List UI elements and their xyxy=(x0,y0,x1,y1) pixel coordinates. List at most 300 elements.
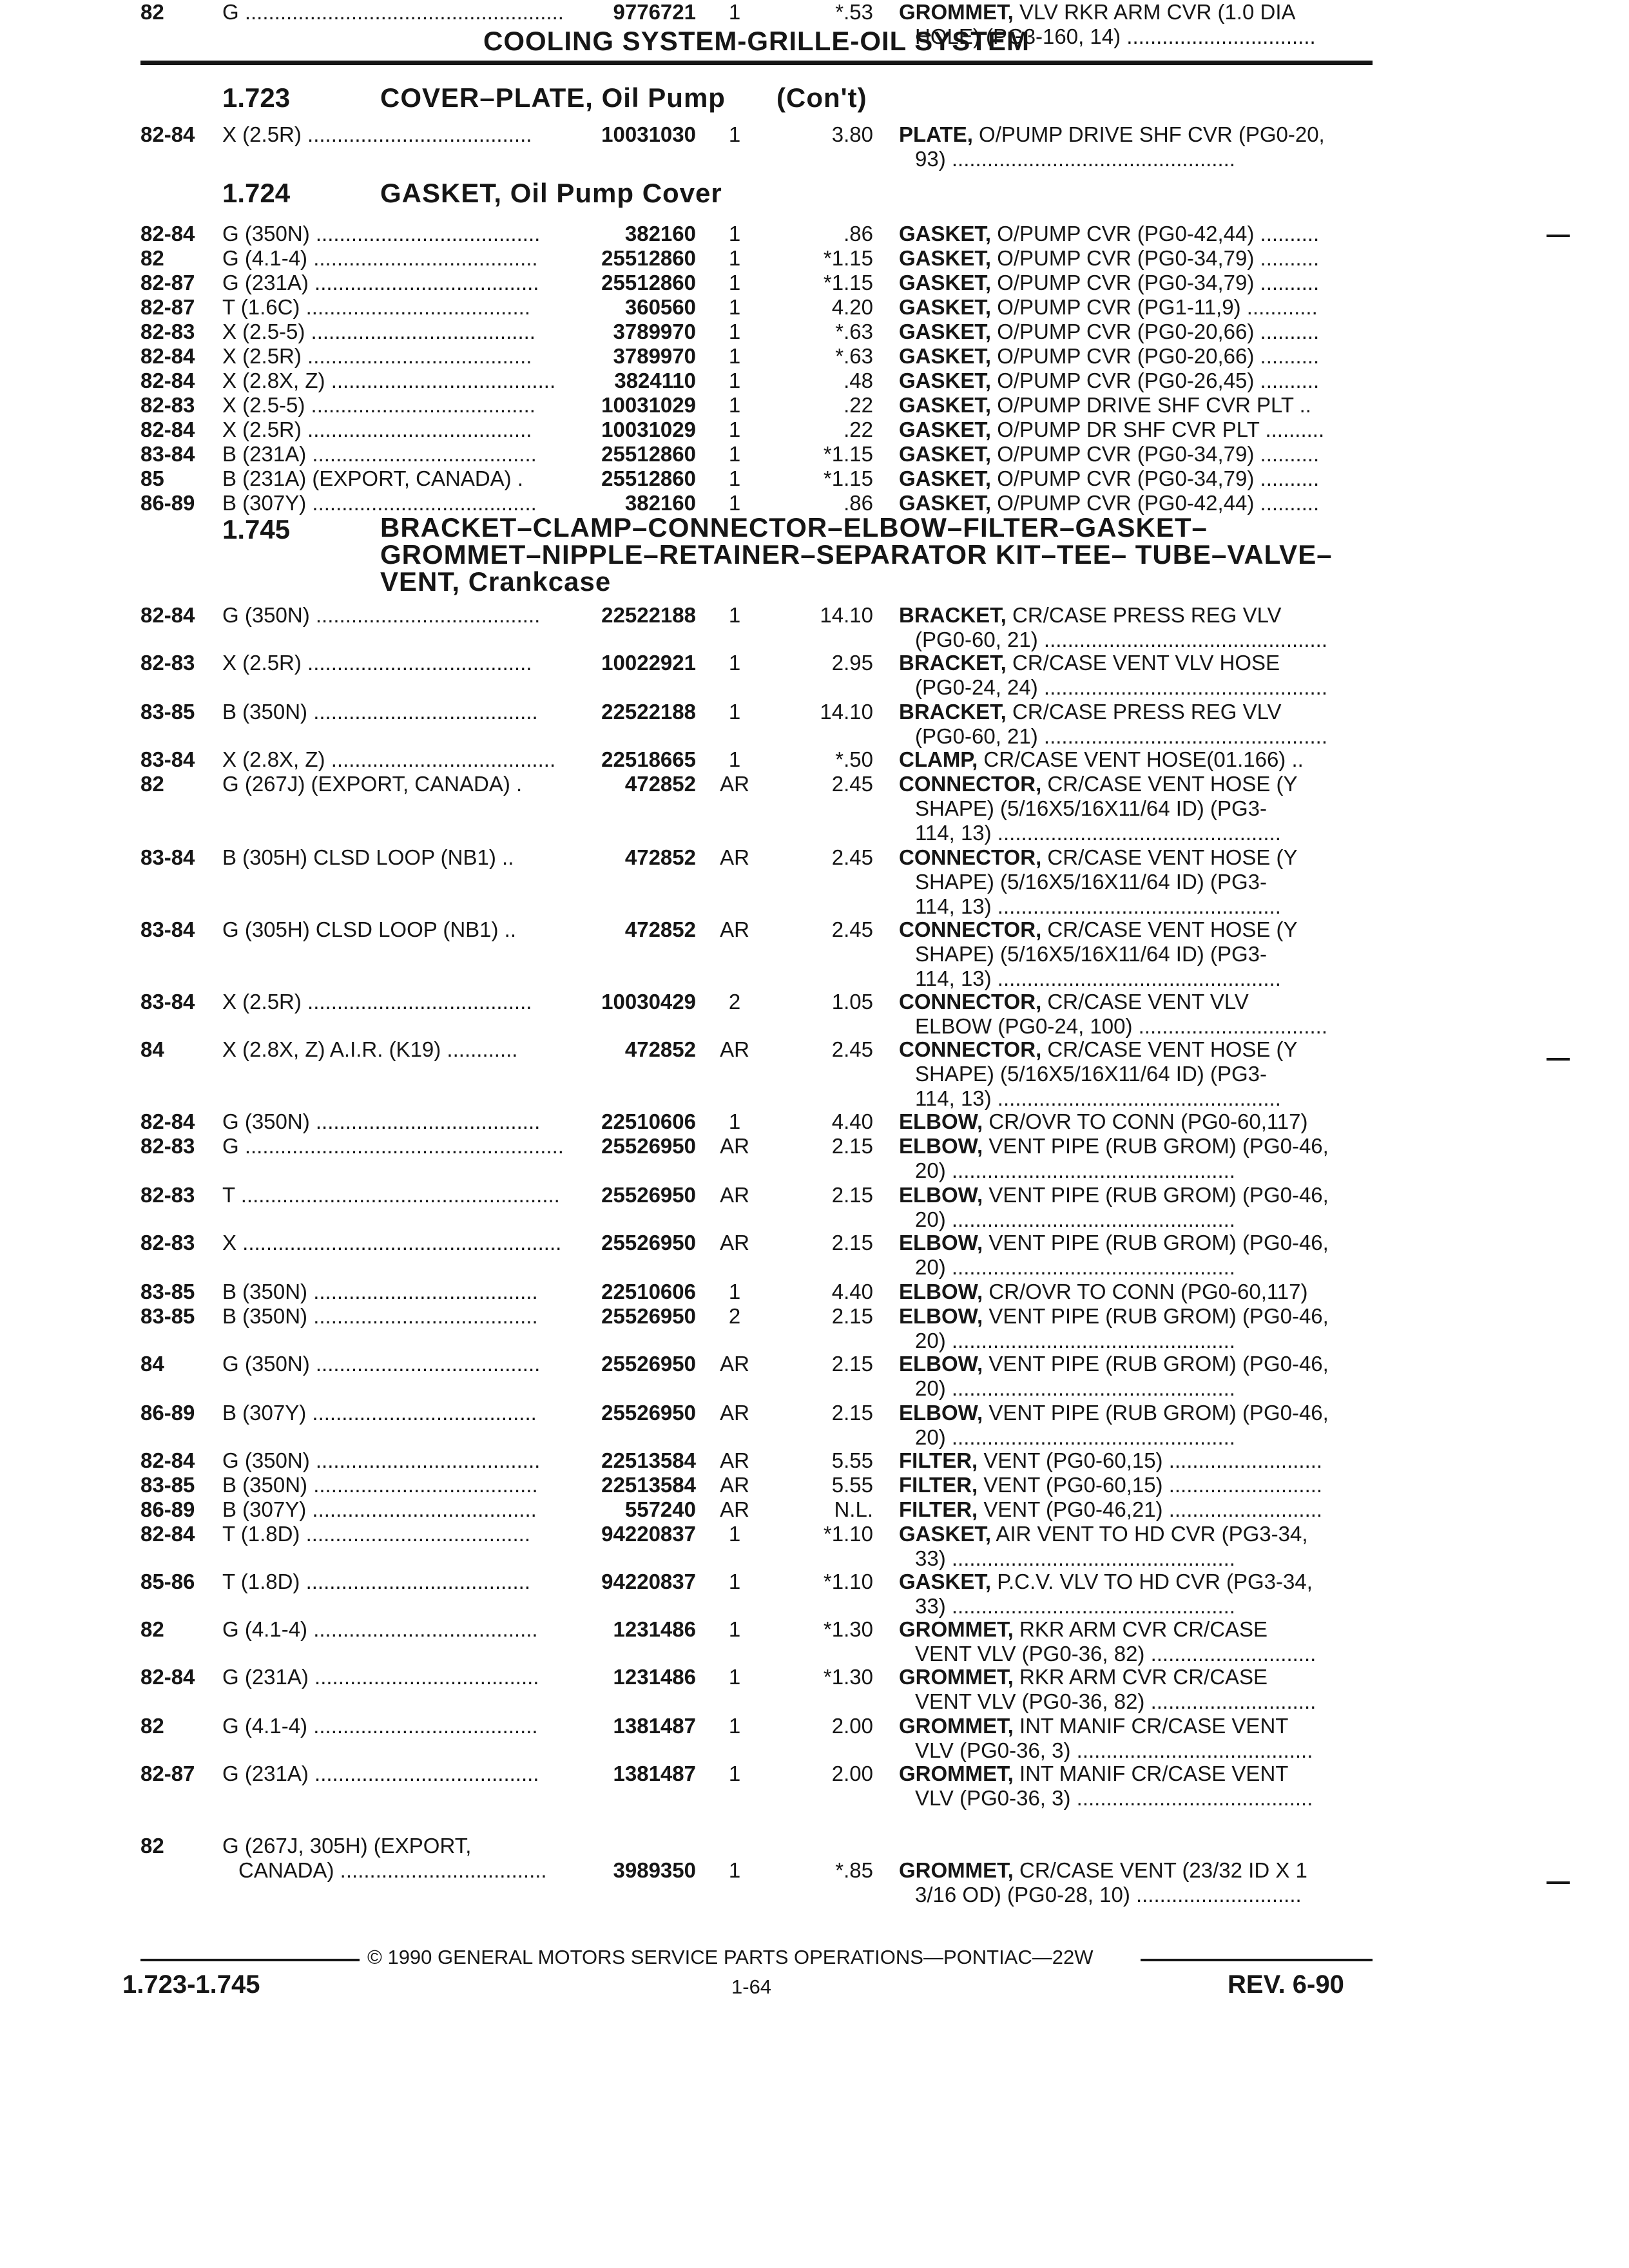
quantity: 1 xyxy=(728,491,741,515)
part-name: GASKET, xyxy=(899,222,992,245)
price: 14.10 xyxy=(820,603,873,627)
model-years: 82-87 xyxy=(140,1762,195,1785)
part-description-text: CR/CASE VENT HOSE(01.166) .. xyxy=(978,747,1304,771)
part-description-text: INT MANIF CR/CASE VENT xyxy=(1013,1714,1289,1738)
part-description-text: O/PUMP CVR (PG1-11,9) ............ xyxy=(991,295,1318,319)
price: *.85 xyxy=(835,1858,873,1882)
part-name: GROMMET, xyxy=(899,1858,1014,1882)
part-description xyxy=(899,1110,1363,1134)
price: .86 xyxy=(843,222,873,245)
part-number: 360560 xyxy=(624,295,696,319)
quantity: 1 xyxy=(728,320,741,343)
model-years: 84 xyxy=(140,1352,164,1376)
part-number: 472852 xyxy=(624,772,696,796)
price: .22 xyxy=(843,393,873,417)
part-number: 3789970 xyxy=(613,320,696,343)
application: B (350N) ...................................... xyxy=(222,1280,538,1303)
quantity: AR xyxy=(720,1183,749,1207)
part-number: 10031030 xyxy=(601,122,696,146)
application: B (307Y) ...................................... xyxy=(222,1497,537,1521)
quantity: 1 xyxy=(728,222,741,245)
model-years: 82-84 xyxy=(140,369,195,392)
part-description xyxy=(899,651,1363,675)
part-description-text: CR/CASE PRESS REG VLV xyxy=(1006,700,1282,724)
quantity: 1 xyxy=(728,700,741,724)
part-description-text: VENT PIPE (RUB GROM) (PG0-46, xyxy=(983,1352,1329,1376)
footer-rule-left xyxy=(140,1959,360,1961)
part-number: 22522188 xyxy=(601,603,696,627)
price: 2.45 xyxy=(831,845,873,869)
application: B (305H) CLSD LOOP (NB1) .. xyxy=(222,845,514,869)
application: G (350N) ...................................... xyxy=(222,1110,541,1133)
part-number: 9776721 xyxy=(613,0,696,24)
application: G (350N) ...................................... xyxy=(222,1352,541,1376)
quantity: AR xyxy=(720,1134,749,1158)
part-name: BRACKET, xyxy=(899,651,1007,675)
quantity: 1 xyxy=(728,1762,741,1785)
part-name: ELBOW, xyxy=(899,1110,983,1133)
application-continued: CANADA) ................................... xyxy=(238,1858,547,1882)
section-number: 1.745 xyxy=(222,514,291,544)
part-name: GROMMET, xyxy=(899,0,1014,24)
price: *.63 xyxy=(835,344,873,368)
part-description-continued: VENT VLV (PG0-36, 82) ............................ xyxy=(915,1689,1316,1713)
price: 2.00 xyxy=(831,1714,873,1738)
part-description-continued: SHAPE) (5/16X5/16X11/64 ID) (PG3- xyxy=(915,870,1267,894)
model-years: 83-85 xyxy=(140,1280,195,1303)
price: 2.95 xyxy=(831,651,873,675)
model-years: 83-84 xyxy=(140,845,195,869)
part-description xyxy=(899,1473,1363,1497)
quantity: 1 xyxy=(728,295,741,319)
part-description xyxy=(899,1231,1363,1255)
quantity: 1 xyxy=(728,1280,741,1303)
price: 2.45 xyxy=(831,1037,873,1061)
part-description xyxy=(899,1570,1363,1594)
part-description xyxy=(899,491,1363,515)
part-description-text: VENT PIPE (RUB GROM) (PG0-46, xyxy=(983,1183,1329,1207)
model-years: 85-86 xyxy=(140,1570,195,1593)
application: T (1.8D) ...................................... xyxy=(222,1570,530,1593)
part-description xyxy=(899,1497,1363,1522)
section-number: 1.723 xyxy=(222,82,291,113)
application: X (2.5R) ...................................... xyxy=(222,122,532,146)
part-description-text: O/PUMP CVR (PG0-42,44) .......... xyxy=(991,222,1320,245)
part-description xyxy=(899,845,1363,870)
part-number: 557240 xyxy=(624,1497,696,1521)
margin-mark xyxy=(1547,235,1570,237)
part-name: CONNECTOR, xyxy=(899,918,1042,941)
model-years: 82 xyxy=(140,772,164,796)
quantity: AR xyxy=(720,918,749,941)
quantity: 1 xyxy=(728,0,741,24)
quantity: 1 xyxy=(728,1714,741,1738)
part-name: ELBOW, xyxy=(899,1183,983,1207)
application: G (231A) ...................................... xyxy=(222,271,539,294)
part-description xyxy=(899,1183,1363,1207)
part-description-text: CR/CASE PRESS REG VLV xyxy=(1006,603,1282,627)
price: *1.15 xyxy=(823,271,873,294)
part-description-continued: SHAPE) (5/16X5/16X11/64 ID) (PG3- xyxy=(915,1062,1267,1086)
part-name: CONNECTOR, xyxy=(899,845,1042,869)
part-number: 94220837 xyxy=(601,1570,696,1593)
application: X (2.8X, Z) ...................................... xyxy=(222,369,556,392)
price: 2.00 xyxy=(831,1762,873,1785)
part-description-text: CR/CASE VENT HOSE (Y xyxy=(1041,1037,1298,1061)
price: 2.45 xyxy=(831,772,873,796)
part-description xyxy=(899,246,1363,271)
model-years: 82 xyxy=(140,246,164,270)
part-description-text: AIR VENT TO HD CVR (PG3-34, xyxy=(991,1522,1308,1546)
model-years: 82-84 xyxy=(140,122,195,146)
section-continued: (Con't) xyxy=(776,82,867,113)
part-name: GASKET, xyxy=(899,466,992,490)
part-description-continued: 114, 13) ................................................ xyxy=(915,966,1281,990)
part-number: 1231486 xyxy=(613,1617,696,1641)
part-description-text: O/PUMP CVR (PG0-34,79) .......... xyxy=(991,271,1320,294)
part-number: 10022921 xyxy=(601,651,696,675)
part-description-text: CR/OVR TO CONN (PG0-60,117) xyxy=(983,1280,1308,1303)
application: T ...................................................... xyxy=(222,1183,560,1207)
application: B (231A) ...................................... xyxy=(222,442,537,466)
part-description-continued: SHAPE) (5/16X5/16X11/64 ID) (PG3- xyxy=(915,942,1267,966)
application: X (2.5R) ...................................... xyxy=(222,418,532,441)
margin-mark xyxy=(1547,1058,1570,1061)
part-name: GASKET, xyxy=(899,320,992,343)
quantity: AR xyxy=(720,1401,749,1425)
model-years: 83-85 xyxy=(140,1304,195,1328)
part-number: 22510606 xyxy=(601,1110,696,1133)
part-description-text: O/PUMP CVR (PG0-34,79) .......... xyxy=(991,466,1320,490)
part-description-text: VENT PIPE (RUB GROM) (PG0-46, xyxy=(983,1231,1329,1254)
part-name: FILTER, xyxy=(899,1473,978,1497)
footer-page-number: 1-64 xyxy=(731,1975,772,1998)
margin-mark xyxy=(1547,1881,1570,1884)
part-description-continued: (PG0-60, 21) ................................................ xyxy=(915,628,1328,651)
part-name: ELBOW, xyxy=(899,1280,983,1303)
model-years: 82-84 xyxy=(140,603,195,627)
part-number: 25512860 xyxy=(601,442,696,466)
part-number: 25526950 xyxy=(601,1304,696,1328)
model-years: 84 xyxy=(140,1037,164,1061)
price: *1.30 xyxy=(823,1665,873,1689)
part-description xyxy=(899,0,1363,24)
part-number: 22510606 xyxy=(601,1280,696,1303)
part-description xyxy=(899,442,1363,466)
part-description xyxy=(899,271,1363,295)
quantity: 2 xyxy=(728,990,741,1014)
part-name: GASKET, xyxy=(899,1570,992,1593)
part-description xyxy=(899,418,1363,442)
section-number: 1.724 xyxy=(222,178,291,208)
model-years: 82-84 xyxy=(140,1448,195,1472)
part-name: ELBOW, xyxy=(899,1304,983,1328)
part-number: 22518665 xyxy=(601,747,696,771)
part-description-text: O/PUMP CVR (PG0-42,44) .......... xyxy=(991,491,1320,515)
page-title: COOLING SYSTEM-GRILLE-OIL SYSTEM xyxy=(483,26,1030,56)
application: T (1.6C) ...................................... xyxy=(222,295,530,319)
price: 4.40 xyxy=(831,1110,873,1133)
part-description-text: CR/CASE VENT (23/32 ID X 1 xyxy=(1013,1858,1307,1882)
application: B (350N) ...................................... xyxy=(222,700,538,724)
application: G (267J, 305H) (EXPORT, xyxy=(222,1834,472,1858)
quantity: 1 xyxy=(728,418,741,441)
part-name: PLATE, xyxy=(899,122,973,146)
part-number: 25512860 xyxy=(601,271,696,294)
application: G (4.1-4) ...................................... xyxy=(222,1617,538,1641)
part-description xyxy=(899,918,1363,942)
application: G (267J) (EXPORT, CANADA) . xyxy=(222,772,523,796)
part-description-text: O/PUMP CVR (PG0-34,79) .......... xyxy=(991,442,1320,466)
price: *1.10 xyxy=(823,1522,873,1546)
part-description xyxy=(899,1665,1363,1689)
application: X (2.5-5) ...................................... xyxy=(222,393,535,417)
quantity: 1 xyxy=(728,1570,741,1593)
part-description-text: O/PUMP CVR (PG0-34,79) .......... xyxy=(991,246,1320,270)
part-description-text: O/PUMP DR SHF CVR PLT .......... xyxy=(991,418,1325,441)
part-name: GASKET, xyxy=(899,442,992,466)
part-description-continued: 114, 13) ................................................ xyxy=(915,1086,1281,1110)
price: 2.15 xyxy=(831,1352,873,1376)
part-name: GROMMET, xyxy=(899,1617,1014,1641)
part-name: ELBOW, xyxy=(899,1231,983,1254)
quantity: 1 xyxy=(728,369,741,392)
part-name: GASKET, xyxy=(899,271,992,294)
model-years: 82-84 xyxy=(140,222,195,245)
quantity: 1 xyxy=(728,1617,741,1641)
part-name: GASKET, xyxy=(899,344,992,368)
part-description-continued: VENT VLV (PG0-36, 82) ............................ xyxy=(915,1642,1316,1666)
part-description xyxy=(899,1762,1363,1786)
model-years: 82 xyxy=(140,0,164,24)
part-description-continued: 114, 13) ................................................ xyxy=(915,821,1281,845)
part-description-continued: 3/16 OD) (PG0-28, 10) ............................ xyxy=(915,1883,1302,1907)
part-number: 382160 xyxy=(624,222,696,245)
part-description xyxy=(899,320,1363,344)
part-description xyxy=(899,295,1363,320)
part-number: 25512860 xyxy=(601,246,696,270)
quantity: AR xyxy=(720,1352,749,1376)
part-description-continued: SHAPE) (5/16X5/16X11/64 ID) (PG3- xyxy=(915,796,1267,820)
price: *.50 xyxy=(835,747,873,771)
part-number: 1381487 xyxy=(613,1714,696,1738)
part-description-text: VLV RKR ARM CVR (1.0 DIA xyxy=(1013,0,1296,24)
part-description xyxy=(899,603,1363,628)
price: 2.15 xyxy=(831,1134,873,1158)
part-name: GASKET, xyxy=(899,418,992,441)
quantity: 2 xyxy=(728,1304,741,1328)
part-description-text: CR/CASE VENT HOSE (Y xyxy=(1041,845,1298,869)
part-description-continued: 20) ................................................ xyxy=(915,1255,1235,1279)
quantity: 1 xyxy=(728,651,741,675)
part-number: 1231486 xyxy=(613,1665,696,1689)
model-years: 82-83 xyxy=(140,651,195,675)
part-description-text: O/PUMP CVR (PG0-26,45) .......... xyxy=(991,369,1320,392)
quantity: 1 xyxy=(728,393,741,417)
price: 2.15 xyxy=(831,1183,873,1207)
quantity: AR xyxy=(720,1231,749,1254)
part-name: GASKET, xyxy=(899,393,992,417)
part-name: ELBOW, xyxy=(899,1352,983,1376)
price: N.L. xyxy=(834,1497,873,1521)
part-number: 25526950 xyxy=(601,1134,696,1158)
part-name: BRACKET, xyxy=(899,603,1007,627)
part-description xyxy=(899,1617,1363,1642)
part-description-continued: 20) ................................................ xyxy=(915,1376,1235,1400)
part-description-text: O/PUMP CVR (PG0-20,66) .......... xyxy=(991,344,1320,368)
part-description xyxy=(899,1304,1363,1329)
application: X (2.5R) ...................................... xyxy=(222,651,532,675)
application: B (231A) (EXPORT, CANADA) . xyxy=(222,466,524,490)
model-years: 82 xyxy=(140,1714,164,1738)
part-description-text: CR/CASE VENT VLV HOSE xyxy=(1006,651,1280,675)
part-description-continued: ELBOW (PG0-24, 100) ................................ xyxy=(915,1014,1328,1038)
price: *1.15 xyxy=(823,246,873,270)
model-years: 82-83 xyxy=(140,1134,195,1158)
model-years: 83-85 xyxy=(140,700,195,724)
model-years: 82-87 xyxy=(140,295,195,319)
part-number: 25526950 xyxy=(601,1231,696,1254)
part-name: BRACKET, xyxy=(899,700,1007,724)
part-number: 3989350 xyxy=(613,1858,696,1882)
part-description-text: P.C.V. VLV TO HD CVR (PG3-34, xyxy=(991,1570,1313,1593)
part-name: CLAMP, xyxy=(899,747,978,771)
quantity: AR xyxy=(720,1497,749,1521)
part-description-text: O/PUMP CVR (PG0-20,66) .......... xyxy=(991,320,1320,343)
application: X (2.5R) ...................................... xyxy=(222,344,532,368)
quantity: AR xyxy=(720,1037,749,1061)
part-name: GROMMET, xyxy=(899,1665,1014,1689)
part-description-continued: HOLE) (PG3-160, 14) ................................ xyxy=(915,24,1316,48)
application: G (350N) ...................................... xyxy=(222,603,541,627)
part-description xyxy=(899,1522,1363,1546)
application: G (231A) ...................................... xyxy=(222,1762,539,1785)
model-years: 86-89 xyxy=(140,1497,195,1521)
price: 4.40 xyxy=(831,1280,873,1303)
application: G (350N) ...................................... xyxy=(222,1448,541,1472)
price: 3.80 xyxy=(831,122,873,146)
footer-section-range: 1.723-1.745 xyxy=(122,1970,260,1999)
part-number: 25512860 xyxy=(601,466,696,490)
part-description xyxy=(899,122,1363,147)
part-description xyxy=(899,222,1363,246)
part-name: GASKET, xyxy=(899,369,992,392)
part-description-text: CR/OVR TO CONN (PG0-60,117) xyxy=(983,1110,1308,1133)
quantity: 1 xyxy=(728,1665,741,1689)
application: G (350N) ...................................... xyxy=(222,222,541,245)
model-years: 82-83 xyxy=(140,1183,195,1207)
price: 2.15 xyxy=(831,1304,873,1328)
application: X ...................................................... xyxy=(222,1231,562,1254)
part-description xyxy=(899,772,1363,796)
part-description-text: VENT PIPE (RUB GROM) (PG0-46, xyxy=(983,1401,1329,1425)
model-years: 82 xyxy=(140,1834,164,1858)
model-years: 86-89 xyxy=(140,1401,195,1425)
part-description-continued: VLV (PG0-36, 3) ........................................ xyxy=(915,1738,1313,1762)
application: G (4.1-4) ...................................... xyxy=(222,1714,538,1738)
application: B (307Y) ...................................... xyxy=(222,491,537,515)
section-title: COVER–PLATE, Oil Pump xyxy=(380,82,726,113)
quantity: AR xyxy=(720,1448,749,1472)
model-years: 82-87 xyxy=(140,271,195,294)
application: G ...................................................... xyxy=(222,0,564,24)
quantity: 1 xyxy=(728,246,741,270)
application: X (2.5R) ...................................... xyxy=(222,990,532,1014)
price: 2.45 xyxy=(831,918,873,941)
part-number: 472852 xyxy=(624,918,696,941)
part-description-continued: 33) ................................................ xyxy=(915,1594,1235,1618)
price: 5.55 xyxy=(831,1448,873,1472)
part-description-continued: 20) ................................................ xyxy=(915,1329,1235,1352)
part-description-text: RKR ARM CVR CR/CASE xyxy=(1013,1665,1268,1689)
price: 2.15 xyxy=(831,1231,873,1254)
part-description-text: VENT (PG0-60,15) .......................... xyxy=(978,1473,1323,1497)
quantity: 1 xyxy=(728,1858,741,1882)
part-description xyxy=(899,1037,1363,1062)
part-description xyxy=(899,344,1363,369)
part-description xyxy=(899,1352,1363,1376)
price: 14.10 xyxy=(820,700,873,724)
model-years: 83-84 xyxy=(140,918,195,941)
part-name: CONNECTOR, xyxy=(899,772,1042,796)
part-number: 25526950 xyxy=(601,1401,696,1425)
part-description-continued: (PG0-24, 24) ................................................ xyxy=(915,675,1328,699)
part-description-text: CR/CASE VENT HOSE (Y xyxy=(1041,772,1298,796)
model-years: 83-84 xyxy=(140,442,195,466)
model-years: 82-84 xyxy=(140,1110,195,1133)
part-number: 472852 xyxy=(624,845,696,869)
part-number: 3789970 xyxy=(613,344,696,368)
price: .48 xyxy=(843,369,873,392)
part-number: 10030429 xyxy=(601,990,696,1014)
part-number: 25526950 xyxy=(601,1183,696,1207)
part-description-continued: VLV (PG0-36, 3) ........................................ xyxy=(915,1786,1313,1810)
part-number: 1381487 xyxy=(613,1762,696,1785)
part-number: 3824110 xyxy=(614,369,696,392)
quantity: 1 xyxy=(728,603,741,627)
price: 2.15 xyxy=(831,1401,873,1425)
part-name: CONNECTOR, xyxy=(899,990,1042,1014)
application: X (2.5-5) ...................................... xyxy=(222,320,535,343)
part-name: FILTER, xyxy=(899,1448,978,1472)
part-description xyxy=(899,466,1363,491)
price: 1.05 xyxy=(831,990,873,1014)
price: *1.30 xyxy=(823,1617,873,1641)
part-name: ELBOW, xyxy=(899,1134,983,1158)
part-description-continued: 114, 13) ................................................ xyxy=(915,894,1281,918)
part-name: GASKET, xyxy=(899,246,992,270)
part-description-continued: 93) ................................................ xyxy=(915,147,1235,171)
application: G ...................................................... xyxy=(222,1134,564,1158)
part-description-text: CR/CASE VENT VLV xyxy=(1041,990,1249,1014)
price: .22 xyxy=(843,418,873,441)
part-description-text: INT MANIF CR/CASE VENT xyxy=(1013,1762,1289,1785)
price: *1.15 xyxy=(823,466,873,490)
price: *1.15 xyxy=(823,442,873,466)
price: 4.20 xyxy=(831,295,873,319)
application: G (231A) ...................................... xyxy=(222,1665,539,1689)
quantity: 1 xyxy=(728,122,741,146)
part-description xyxy=(899,1401,1363,1425)
part-name: ELBOW, xyxy=(899,1401,983,1425)
part-number: 10031029 xyxy=(601,393,696,417)
price: *.53 xyxy=(835,0,873,24)
price: .86 xyxy=(843,491,873,515)
quantity: 1 xyxy=(728,1522,741,1546)
quantity: AR xyxy=(720,772,749,796)
model-years: 83-84 xyxy=(140,747,195,771)
part-description-continued: 20) ................................................ xyxy=(915,1425,1235,1449)
